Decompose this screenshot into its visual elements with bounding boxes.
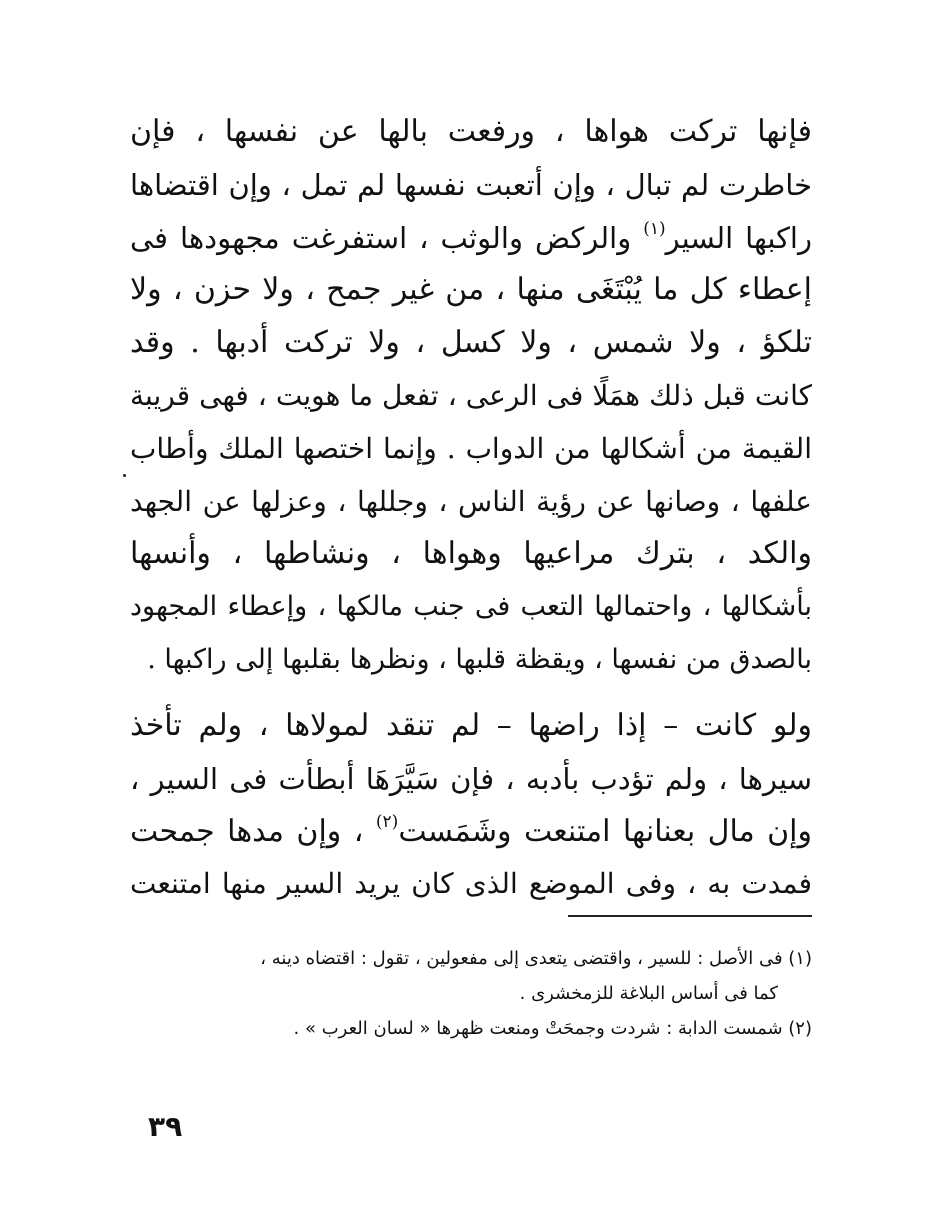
text-line: كانت قبل ذلك همَلًا فى الرعى ، تفعل ما هويت ، فهى قريبة	[130, 378, 812, 412]
footnote-1-continuation: كما فى أساس البلاغة للزمخشرى .	[519, 983, 778, 1004]
text-line: ولو كانت – إذا راضها – لم تنقد لمولاها ، ولم تأخذ	[130, 708, 812, 743]
text-line: بالصدق من نفسها ، ويقظة قلبها ، ونظرها بقلبها إلى راكبها .	[147, 643, 812, 675]
scan-speck	[123, 474, 126, 477]
footnote-ref-2: (٢)	[375, 811, 399, 832]
text-line: إعطاء كل ما يُبْتَغَى منها ، من غير جمح ، ولا حزن ، ولا	[130, 272, 812, 308]
text-segment: ، وإن مدها جمحت	[130, 813, 364, 849]
text-line: علفها ، وصانها عن رؤية الناس ، وجللها ، وعزلها عن الجهد	[130, 484, 812, 518]
footnote-divider	[568, 915, 812, 917]
text-segment: وإن مال بعنانها امتنعت وشَمَست	[398, 813, 812, 849]
paragraph-2	[130, 700, 812, 911]
text-line: فإنها تركت هواها ، ورفعت بالها عن نفسها ، فإن	[130, 114, 812, 149]
page-number: ٣٩	[148, 1110, 183, 1143]
text-line	[130, 806, 812, 859]
text-segment: والركض والوثب ، استفرغت مجهودها فى	[130, 220, 632, 255]
text-line: خاطرت لم تبال ، وإن أتعبت نفسها لم تمل ، وإن اقتضاها	[130, 167, 812, 202]
text-line: والكد ، بترك مراعيها وهواها ، ونشاطها ، وأنسها	[130, 536, 812, 572]
footnote-1: (١) فى الأصل : للسير ، واقتضى يتعدى إلى مفعولين ، تقول : اقتضاه دينه ،	[260, 948, 812, 969]
text-segment: راكبها السير	[665, 220, 812, 255]
paragraph-1	[130, 106, 812, 687]
text-line: القيمة من أشكالها من الدواب . وإنما اختصها الملك وأطاب	[130, 431, 812, 465]
text-line: بأشكالها ، واحتمالها التعب فى جنب مالكها ، وإعطاء المجهود	[130, 591, 812, 623]
text-line: تلكؤ ، ولا شمس ، ولا كسل ، ولا تركت أدبها . وقد	[130, 325, 812, 361]
footnotes	[150, 941, 812, 1046]
text-line: سيرها ، ولم تؤدب بأدبه ، فإن سَيَّرَهَا أبطأت فى السير ،	[130, 761, 812, 796]
text-line	[130, 212, 812, 265]
text-line: فمدت به ، وفى الموضع الذى كان يريد السير منها امتنعت	[130, 867, 812, 901]
footnote-ref-1: (١)	[643, 218, 666, 239]
footnote-2: (٢) شمست الدابة : شردت وجمحَتْ ومنعت ظهرها « لسان العرب » .	[293, 1018, 812, 1039]
